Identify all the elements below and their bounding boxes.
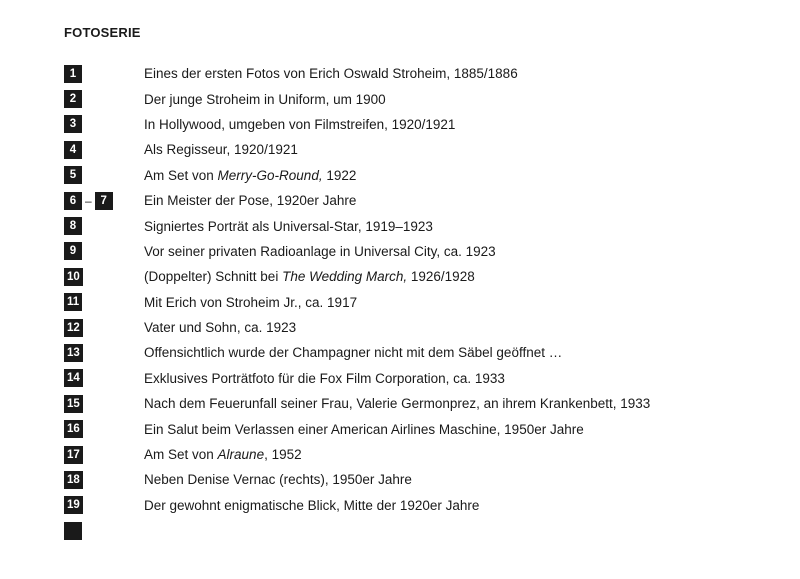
item-description: Offensichtlich wurde der Champagner nicht mit dem Säbel geöffnet … xyxy=(144,345,563,361)
list-item xyxy=(64,493,784,518)
number-badge: 17 xyxy=(64,446,83,464)
list-item xyxy=(64,163,784,188)
number-badge: 3 xyxy=(64,115,82,133)
item-description: Eines der ersten Fotos von Erich Oswald Stroheim, 1885/1886 xyxy=(144,66,518,82)
number-badge: 16 xyxy=(64,420,83,438)
list-item xyxy=(64,416,784,441)
number-badge: 7 xyxy=(95,192,113,210)
number-badge: 5 xyxy=(64,166,82,184)
item-description: Nach dem Feuerunfall seiner Frau, Valerie Germonprez, an ihrem Krankenbett, 1933 xyxy=(144,396,651,412)
list-item xyxy=(64,518,784,543)
number-badge: 11 xyxy=(64,293,82,311)
item-description: Signiertes Porträt als Universal-Star, 1919–1923 xyxy=(144,218,433,234)
item-description: Als Regisseur, 1920/1921 xyxy=(144,142,298,158)
item-description: Ein Meister der Pose, 1920er Jahre xyxy=(144,193,357,209)
number-badge: 10 xyxy=(64,268,83,286)
number-badge xyxy=(64,522,82,540)
item-description: (Doppelter) Schnitt bei The Wedding March, 1926/1928 xyxy=(144,269,475,285)
list-item xyxy=(64,239,784,264)
photo-list xyxy=(64,61,784,543)
item-description: Der gewohnt enigmatische Blick, Mitte der 1920er Jahre xyxy=(144,497,480,513)
list-item xyxy=(64,391,784,416)
list-item xyxy=(64,366,784,391)
item-description: Am Set von Alraune, 1952 xyxy=(144,447,302,463)
item-description: Vater und Sohn, ca. 1923 xyxy=(144,320,297,336)
list-item xyxy=(64,112,784,137)
list-item xyxy=(64,264,784,289)
number-badge: 6 xyxy=(64,192,82,210)
number-badge: 9 xyxy=(64,242,82,260)
number-badge: 19 xyxy=(64,496,83,514)
number-badge: 8 xyxy=(64,217,82,235)
number-badge: 15 xyxy=(64,395,83,413)
list-item xyxy=(64,213,784,238)
number-badge: 4 xyxy=(64,141,82,159)
page-title: FOTOSERIE xyxy=(64,25,141,40)
item-description: Der junge Stroheim in Uniform, um 1900 xyxy=(144,91,386,107)
list-item xyxy=(64,137,784,162)
number-badge: 18 xyxy=(64,471,83,489)
item-description: Vor seiner privaten Radioanlage in Universal City, ca. 1923 xyxy=(144,243,496,259)
number-badge: 1 xyxy=(64,65,82,83)
item-description: Exklusives Porträtfoto für die Fox Film Corporation, ca. 1933 xyxy=(144,370,505,386)
item-description: Neben Denise Vernac (rechts), 1950er Jahre xyxy=(144,472,412,488)
number-badge: 13 xyxy=(64,344,83,362)
number-badge: 2 xyxy=(64,90,82,108)
range-dash: – xyxy=(85,193,92,208)
list-item xyxy=(64,442,784,467)
list-item xyxy=(64,86,784,111)
item-description: Am Set von Merry-Go-Round, 1922 xyxy=(144,167,357,183)
list-item xyxy=(64,188,784,213)
item-description: Mit Erich von Stroheim Jr., ca. 1917 xyxy=(144,294,358,310)
list-item xyxy=(64,340,784,365)
list-item xyxy=(64,290,784,315)
item-description: In Hollywood, umgeben von Filmstreifen, 1920/1921 xyxy=(144,116,456,132)
item-description: Ein Salut beim Verlassen einer American Airlines Maschine, 1950er Jahre xyxy=(144,421,584,437)
number-badge: 12 xyxy=(64,319,83,337)
number-badge: 14 xyxy=(64,369,83,387)
list-item xyxy=(64,61,784,86)
list-item xyxy=(64,467,784,492)
list-item xyxy=(64,315,784,340)
